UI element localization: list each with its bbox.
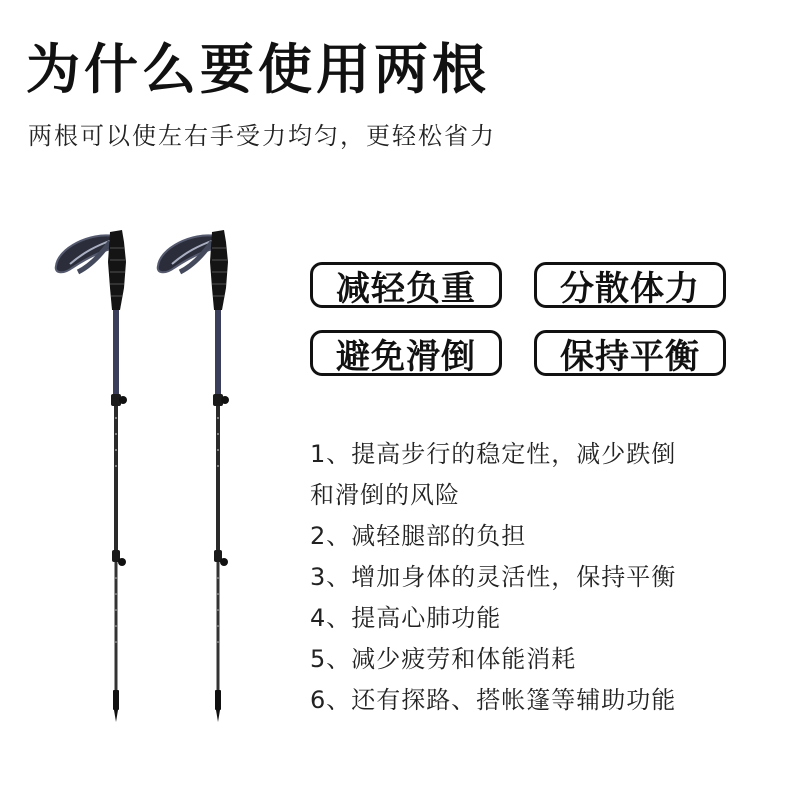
tag-reduce-load: 减轻负重 [310,262,502,308]
list-item: 1、提高步行的稳定性，减少跌倒 [310,440,677,468]
benefits-list [310,434,770,721]
tag-keep-balance: 保持平衡 [534,330,726,376]
trekking-poles-pair-icon [40,222,260,732]
list-item: 和滑倒的风险 [310,481,460,509]
list-item: 6、还有探路、搭帐篷等辅助功能 [310,686,677,714]
list-item: 5、减少疲劳和体能消耗 [310,645,577,673]
tag-avoid-slipping: 避免滑倒 [310,330,502,376]
page-title: 为什么要使用两根 [26,38,490,101]
list-item: 4、提高心肺功能 [310,604,502,632]
tag-distribute-strength: 分散体力 [534,262,726,308]
page-subtitle: 两根可以使左右手受力均匀，更轻松省力 [28,122,496,150]
list-item: 3、增加身体的灵活性，保持平衡 [310,563,677,591]
list-item: 2、减轻腿部的负担 [310,522,527,550]
